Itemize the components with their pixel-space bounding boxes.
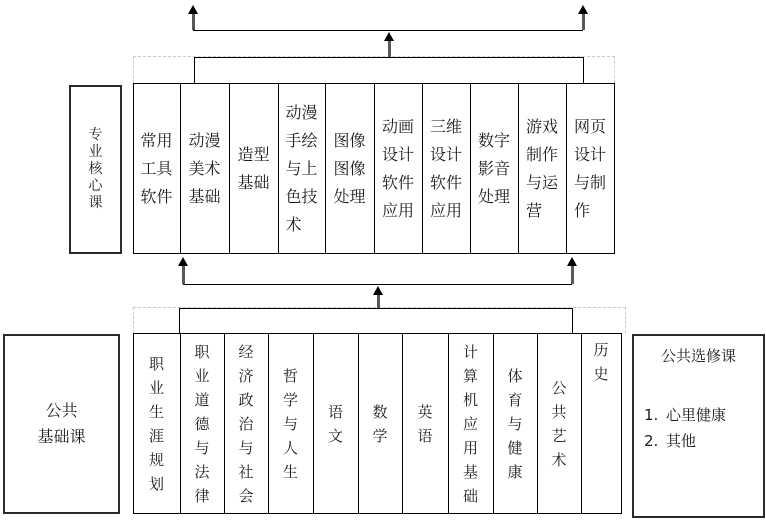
arrow-head-icon [188,5,198,14]
electives-title: 公共选修课 [660,347,736,365]
arrow-head-icon [578,5,588,14]
arrow-head-icon [384,32,394,41]
up-arrow-icon [577,5,589,30]
arrow-shaft [192,14,195,30]
course-label: 游戏制作与运营 [526,116,559,220]
arrow-head-icon [373,286,383,295]
core-courses-row [133,83,615,254]
course-label: 历史 [593,341,609,383]
course-label: 动漫美术基础 [188,130,221,206]
course-label: 动漫手绘与上色技术 [285,102,318,234]
course-label: 经济政治与社会 [238,342,254,505]
course-label: 造型基础 [237,144,270,192]
course-box [448,334,493,513]
basic-section-label-line1: 公共 [45,401,78,420]
course-box [134,84,180,253]
up-arrow-icon [566,257,578,284]
course-box [402,334,448,513]
electives-list-item [644,428,763,454]
core-section-label-box [69,85,122,254]
course-label: 数字影音处理 [478,130,511,206]
electives-item-number: 1. [644,406,659,424]
top-connector-line [193,30,583,31]
course-box [358,334,402,513]
course-box [374,84,422,253]
course-label: 职业道德与法律 [194,342,210,505]
arrow-shaft [571,266,574,284]
up-arrow-icon [383,32,395,57]
course-box [422,84,470,253]
core-group-bracket [194,57,584,83]
basic-section-label-line2: 基础课 [37,427,86,446]
course-label: 语文 [328,402,344,445]
course-label: 三维设计软件应用 [430,116,463,220]
course-box [180,84,229,253]
basic-section-label-box [3,334,120,514]
electives-item-number: 2. [644,432,659,450]
course-label: 计算机应用基础 [463,342,479,505]
arrow-shaft [377,295,380,308]
course-box [229,84,278,253]
course-box [313,334,358,513]
course-label: 体育与健康 [507,366,523,481]
course-box [224,334,268,513]
course-box [180,334,224,513]
course-label: 网页设计与制作 [574,116,607,220]
electives-list [634,402,763,454]
electives-item-label: 心里健康 [666,406,727,424]
electives-item-label: 其他 [666,432,697,450]
arrow-head-icon [178,257,188,266]
course-label: 哲学与人生 [283,366,299,481]
course-box [278,84,325,253]
course-box [518,84,566,253]
course-label: 图像图像处理 [333,130,366,206]
arrow-shaft [182,266,185,284]
up-arrow-icon [372,286,384,308]
course-box [493,334,537,513]
course-label: 动画设计软件应用 [382,116,415,220]
course-box [566,84,614,253]
electives-box [632,334,765,518]
course-box [268,334,313,513]
course-box [134,334,180,513]
course-label: 公共艺术 [551,378,567,469]
course-box [581,334,621,513]
arrow-head-icon [567,257,577,266]
core-section-label: 专业核心课 [88,127,103,211]
course-label: 职业生涯规划 [149,354,165,493]
up-arrow-icon [177,257,189,284]
middle-connector-line [183,284,572,285]
course-box [470,84,518,253]
course-box [537,334,581,513]
arrow-shaft [388,41,391,57]
course-box [325,84,374,253]
basic-courses-row [133,333,622,514]
arrow-shaft [582,14,585,30]
course-label: 常用工具软件 [140,130,173,206]
electives-list-item [644,402,763,428]
course-label: 数学 [372,402,388,445]
basic-group-bracket [179,308,573,333]
up-arrow-icon [187,5,199,30]
course-label: 英语 [417,402,433,445]
